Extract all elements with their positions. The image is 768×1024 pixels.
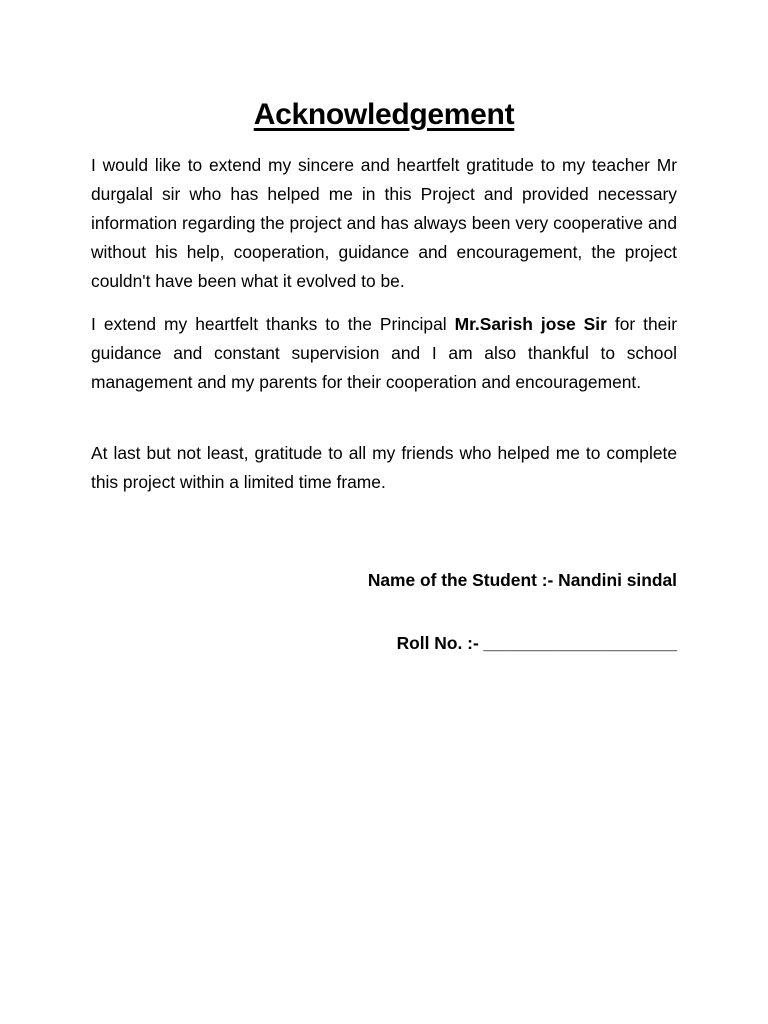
roll-number-line: Roll No. :- ____________________ [396, 633, 677, 653]
paragraph-gratitude-friends: At last but not least, gratitude to all my friends who helped me to complete this project within a limited time frame. [91, 443, 677, 492]
student-name-line: Name of the Student :- Nandini sindal [367, 570, 677, 590]
paragraph-thanks-principal-intro: I extend my heartfelt thanks to the Principal [91, 314, 455, 334]
paragraph-thanks-principal-rest: for their guidance and constant supervision and I am also thankful to school management and my parents for their cooperation and encouragement. [91, 314, 677, 392]
paragraph-thanks-principal [91, 310, 677, 397]
principal-name: Mr.Sarish jose Sir [454, 314, 607, 334]
document-title: Acknowledgement [253, 98, 515, 131]
paragraph-gratitude-teacher: I would like to extend my sincere and heartfelt gratitude to my teacher Mr durgalal sir who has helped me in this Project and provided necessary information regarding the project and has always been very cooperative and without his help, cooperation, guidance and encouragement, the project couldn't have been what it evolved to be. [91, 155, 677, 291]
